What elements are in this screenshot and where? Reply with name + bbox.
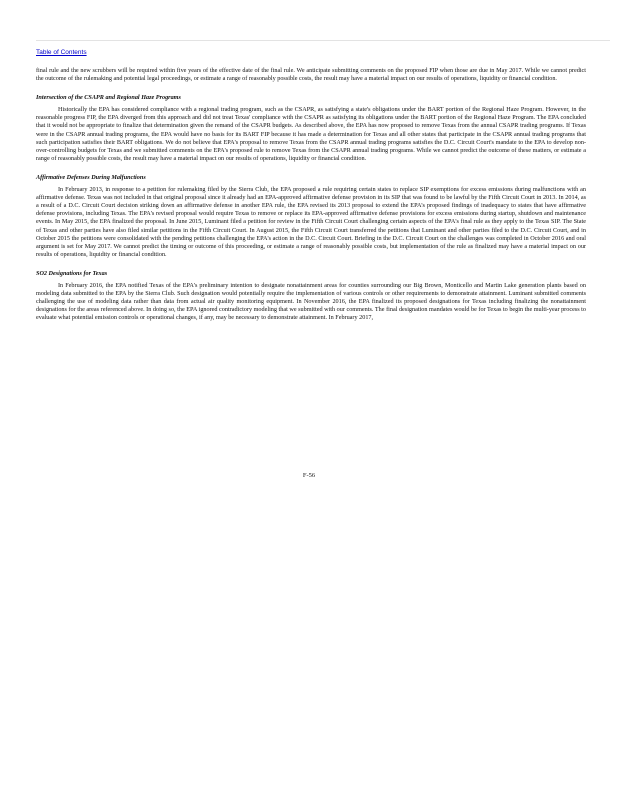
table-of-contents-link[interactable]: Table of Contents	[36, 49, 87, 56]
page-number: F-56	[302, 472, 316, 479]
paragraph-continuation: final rule and the new scrubbers will be required within five years of the effective date of the final rule. We anticipate submitting comments on the proposed FIP when those are due in May 2017. While we cannot predict the outcome of the rulemaking and potential legal proceedings, or estimate a range of reasonably possible costs, the result may have a material impact on our results of operations, liquidity or financial condition.	[36, 67, 586, 83]
paragraph-csapr-regional-haze: Historically the EPA has considered compliance with a regional trading program, such as the CSAPR, as satisfying a state's obligations under the BART portion of the Regional Haze Program. However, in the reasonable progress FIP, the EPA diverged from this approach and did not treat Texas' compliance with the CSAPR as satisfying its obligations under the BART portion of the Regional Haze Program. The EPA concluded that it would not be appropriate to finalize that determination given the remand of the CSAPR budgets. As described above, the EPA has now proposed to remove Texas from the annual CSAPR trading programs. If Texas were in the CSAPR annual trading programs, the EPA would have no basis for its BART FIP because it has made a determination for Texas and all other states that participate in the CSAPR annual trading programs that such participation satisfies their BART obligations. We do not believe that EPA's proposal to remove Texas from the CSAPR annual trading programs satisfies the D.C. Circuit Court's mandate to the EPA to develop non-over-controlling budgets for Texas and we submitted comments on the EPA's proposed rule to remove Texas from the CSAPR annual trading programs. While we cannot predict the outcome of these matters, or estimate a range of reasonably possible costs, the result may have a material impact on our results of operations, liquidity or financial condition.	[36, 106, 586, 162]
section-heading-affirmative-defenses: Affirmative Defenses During Malfunctions	[36, 173, 146, 181]
paragraph-so2-designations: In February 2016, the EPA notified Texas of the EPA's preliminary intention to designate nonattainment areas for counties surrounding our Big Brown, Monticello and Martin Lake generation plants based on modeling data submitted to the EPA by the Sierra Club. Such designation would potentially require the implementation of various controls or other requirements to demonstrate attainment. Luminant submitted comments challenging the use of modeling data rather than data from actual air quality monitoring equipment. In November 2016, the EPA finalized its proposed designations for Texas including finalizing the nonattainment designations for the areas referenced above. In doing so, the EPA ignored contradictory modeling that we submitted with our comments. The final designation mandates would be for Texas to begin the multi-year process to evaluate what potential emission controls or operational changes, if any, may be necessary to demonstrate attainment. In February 2017,	[36, 281, 586, 322]
section-heading-csapr-regional-haze: Intersection of the CSAPR and Regional Haze Programs	[36, 94, 181, 102]
page-content	[36, 67, 586, 322]
top-divider	[36, 40, 610, 41]
section-heading-so2-designations: SO2 Designations for Texas	[36, 269, 108, 277]
paragraph-affirmative-defenses: In February 2013, in response to a petition for rulemaking filed by the Sierra Club, the EPA proposed a rule requiring certain states to replace SIP exemptions for excess emissions during malfunctions with an affirmative defense. Texas was not included in that original proposal since it already had an EPA-approved affirmative defense provision in its SIP that was found to be lawful by the Fifth Circuit Court in 2013. In 2014, as a result of a D.C. Circuit Court decision striking down an affirmative defense in another EPA rule, the EPA revised its 2013 proposal to extend the EPA's proposed findings of inadequacy to states that have affirmative defense provisions, including Texas. The EPA's revised proposal would require Texas to remove or replace its EPA-approved affirmative defense provisions for excess emissions during startup, shutdown and maintenance events. In May 2015, the EPA finalized the proposal. In June 2015, Luminant filed a petition for review in the Fifth Circuit Court challenging certain aspects of the EPA's final rule as they apply to the Texas SIP. The State of Texas and other parties have also filed similar petitions in the Fifth Circuit Court. In August 2015, the Fifth Circuit Court transferred the petitions that Luminant and other parties filed to the D.C. Circuit Court, and in October 2015 the petitions were consolidated with the pending petitions challenging the EPA's action in the D.C. Circuit Court. Briefing in the D.C. Circuit Court on the challenges was completed in October 2016 and oral argument is set for May 2017. We cannot predict the timing or outcome of this proceeding, or estimate a range of reasonably possible costs, but implementation of the rule as finalized may have a material impact on our results of operations, liquidity or financial condition.	[36, 186, 586, 258]
